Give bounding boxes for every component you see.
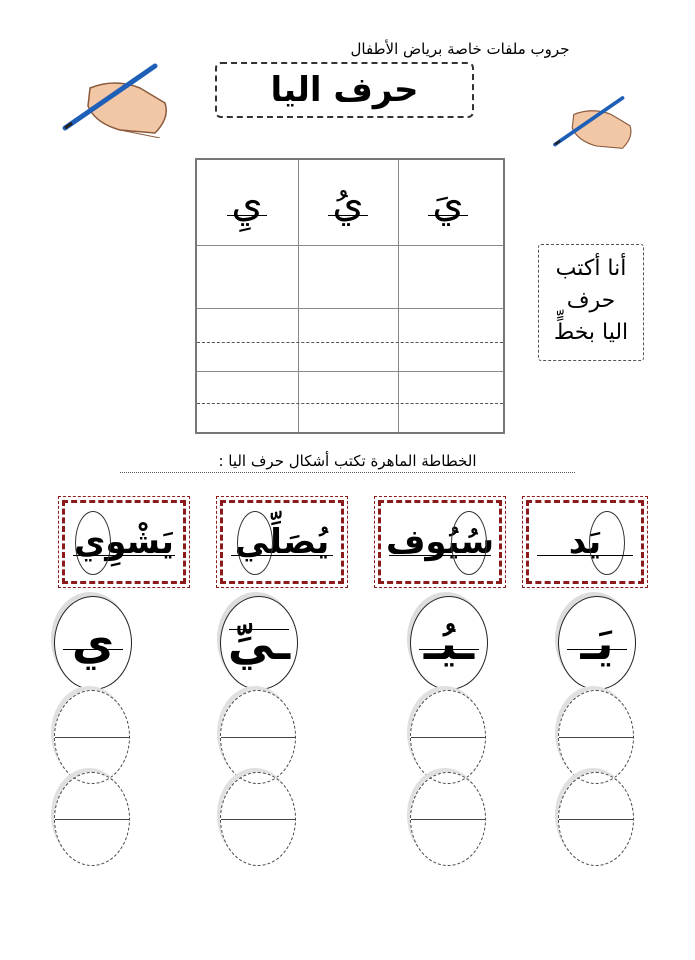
tracing-oval[interactable]	[558, 690, 634, 784]
page-title: حرف اليا	[215, 62, 474, 118]
tracing-oval[interactable]	[410, 690, 486, 784]
hand-pen-icon	[60, 58, 170, 138]
group-header: جروب ملفات خاصة برياض الأطفال	[350, 40, 570, 58]
letter-form-oval: ـيُـ	[410, 596, 488, 690]
tracing-oval[interactable]	[54, 690, 130, 784]
letter-form-oval: يَـ	[558, 596, 636, 690]
practice-grid	[195, 158, 505, 434]
word-box: يَشْوِي	[62, 500, 186, 584]
grid-letter: يِ	[197, 160, 297, 245]
word-box: يُصَلِّي	[220, 500, 344, 584]
letter-form-oval: ـيِّ	[220, 596, 298, 690]
tracing-oval[interactable]	[220, 772, 296, 866]
side-note: أنا أكتب حرف اليا بخطٍّ	[538, 244, 644, 361]
word-box: سُيُوف	[378, 500, 502, 584]
hand-pen-icon	[550, 92, 635, 152]
tracing-oval[interactable]	[410, 772, 486, 866]
grid-letter: يَ	[398, 160, 498, 245]
word-box: يَد	[526, 500, 644, 584]
tracing-oval[interactable]	[54, 772, 130, 866]
instruction-text: الخطاطة الماهرة تكتب أشكال حرف اليا :	[120, 452, 575, 473]
tracing-oval[interactable]	[558, 772, 634, 866]
tracing-oval[interactable]	[220, 690, 296, 784]
grid-letter: يُ	[298, 160, 398, 245]
letter-form-oval: ي	[54, 596, 132, 690]
